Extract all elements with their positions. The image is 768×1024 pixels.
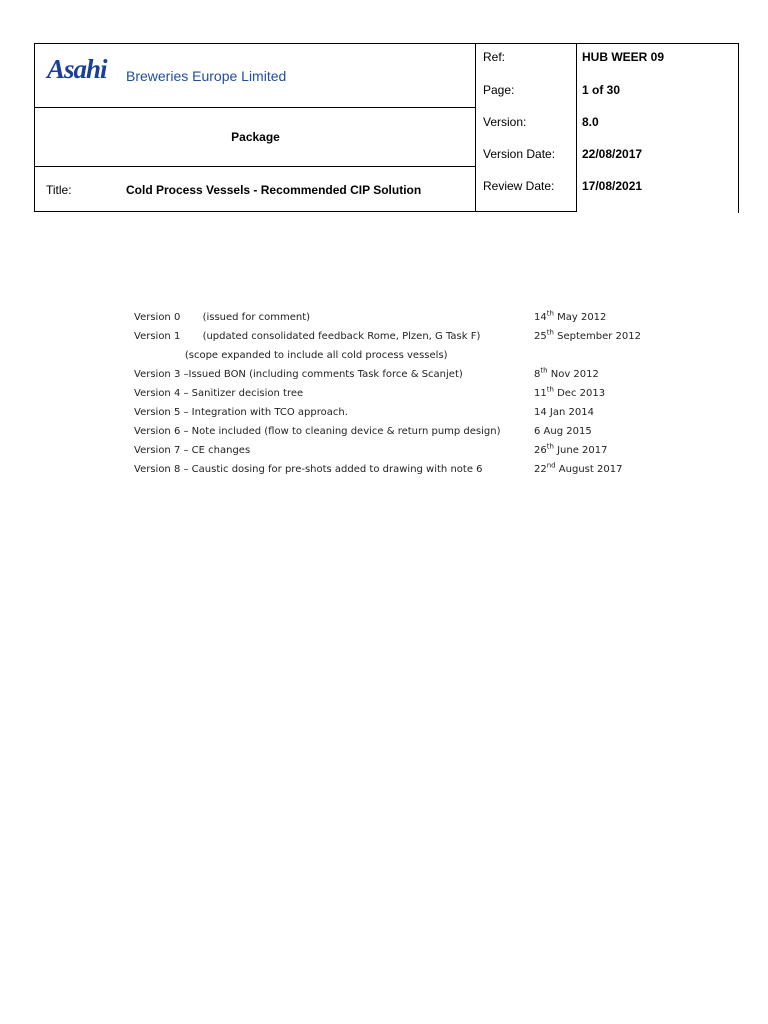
history-row — [134, 461, 694, 483]
history-date — [534, 309, 607, 323]
history-row — [134, 366, 694, 388]
package-label: Package — [231, 130, 280, 144]
page-value: 1 of 30 — [582, 83, 621, 97]
history-description: Version 8 – Caustic dosing for pre-shots added to drawing with note 6 — [134, 464, 483, 475]
history-row — [134, 350, 694, 369]
history-date-day: 25 — [534, 331, 547, 342]
package-row — [35, 108, 476, 167]
history-row — [134, 442, 694, 464]
history-date-rest: Dec 2013 — [553, 388, 606, 399]
version-date-label: Version Date: — [483, 147, 556, 161]
history-date-day: 26 — [534, 445, 547, 456]
history-date-day: 14 — [534, 312, 547, 323]
history-date-day: 8 — [534, 369, 541, 380]
company-name: Breweries Europe Limited — [126, 68, 287, 84]
meta-labels-column — [475, 43, 577, 212]
history-date-rest: May 2012 — [553, 312, 607, 323]
history-description: Version 3 –Issued BON (including comments Task force & Scanjet) — [134, 369, 463, 380]
meta-values-column — [576, 43, 739, 213]
history-date — [534, 426, 592, 437]
version-value: 8.0 — [582, 115, 599, 129]
history-date-suffix: th — [546, 442, 554, 451]
history-date-rest: June 2017 — [553, 445, 608, 456]
history-date — [534, 442, 608, 456]
title-row — [35, 167, 476, 212]
history-row — [134, 407, 694, 426]
history-date-rest: August 2017 — [555, 464, 623, 475]
ref-value: HUB WEER 09 — [582, 50, 665, 64]
history-date-suffix: nd — [546, 461, 556, 470]
history-row — [134, 328, 694, 350]
history-date-suffix: th — [546, 328, 554, 337]
history-row — [134, 385, 694, 407]
history-date — [534, 461, 623, 475]
history-description: Version 0 (issued for comment) — [134, 312, 311, 323]
review-date-label: Review Date: — [483, 179, 555, 193]
ref-label: Ref: — [483, 50, 506, 64]
history-date-day: 14 Jan 2014 — [534, 407, 594, 418]
history-date — [534, 328, 642, 342]
history-description: Version 1 (updated consolidated feedback Rome, Plzen, G Task F) — [134, 331, 481, 342]
history-date-rest: September 2012 — [553, 331, 642, 342]
header-left-block — [34, 43, 476, 212]
history-date-suffix: th — [540, 366, 548, 375]
history-date-day: 22 — [534, 464, 547, 475]
version-date-value: 22/08/2017 — [582, 147, 643, 161]
title-label: Title: — [46, 183, 72, 197]
review-date-value: 17/08/2021 — [582, 179, 643, 193]
history-date-rest: Nov 2012 — [547, 369, 599, 380]
history-row — [134, 309, 694, 331]
history-date — [534, 385, 606, 399]
history-date — [534, 366, 599, 380]
document-title: Cold Process Vessels - Recommended CIP Solution — [126, 183, 422, 197]
history-date-day: 11 — [534, 388, 547, 399]
history-description: Version 4 – Sanitizer decision tree — [134, 388, 304, 399]
history-description: Version 6 – Note included (flow to cleaning device & return pump design) — [134, 426, 501, 437]
history-description: Version 7 – CE changes — [134, 445, 251, 456]
history-date-suffix: th — [546, 385, 554, 394]
history-date-day: 6 Aug 2015 — [534, 426, 592, 437]
history-date-suffix: th — [546, 309, 554, 318]
version-label: Version: — [483, 115, 527, 129]
company-row — [35, 44, 476, 108]
history-date — [534, 407, 594, 418]
history-description: Version 5 – Integration with TCO approach. — [134, 407, 348, 418]
history-row — [134, 426, 694, 445]
history-description: (scope expanded to include all cold process vessels) — [134, 350, 448, 361]
version-history — [134, 309, 694, 483]
page-label: Page: — [483, 83, 515, 97]
asahi-logo: Asahi — [47, 54, 107, 84]
